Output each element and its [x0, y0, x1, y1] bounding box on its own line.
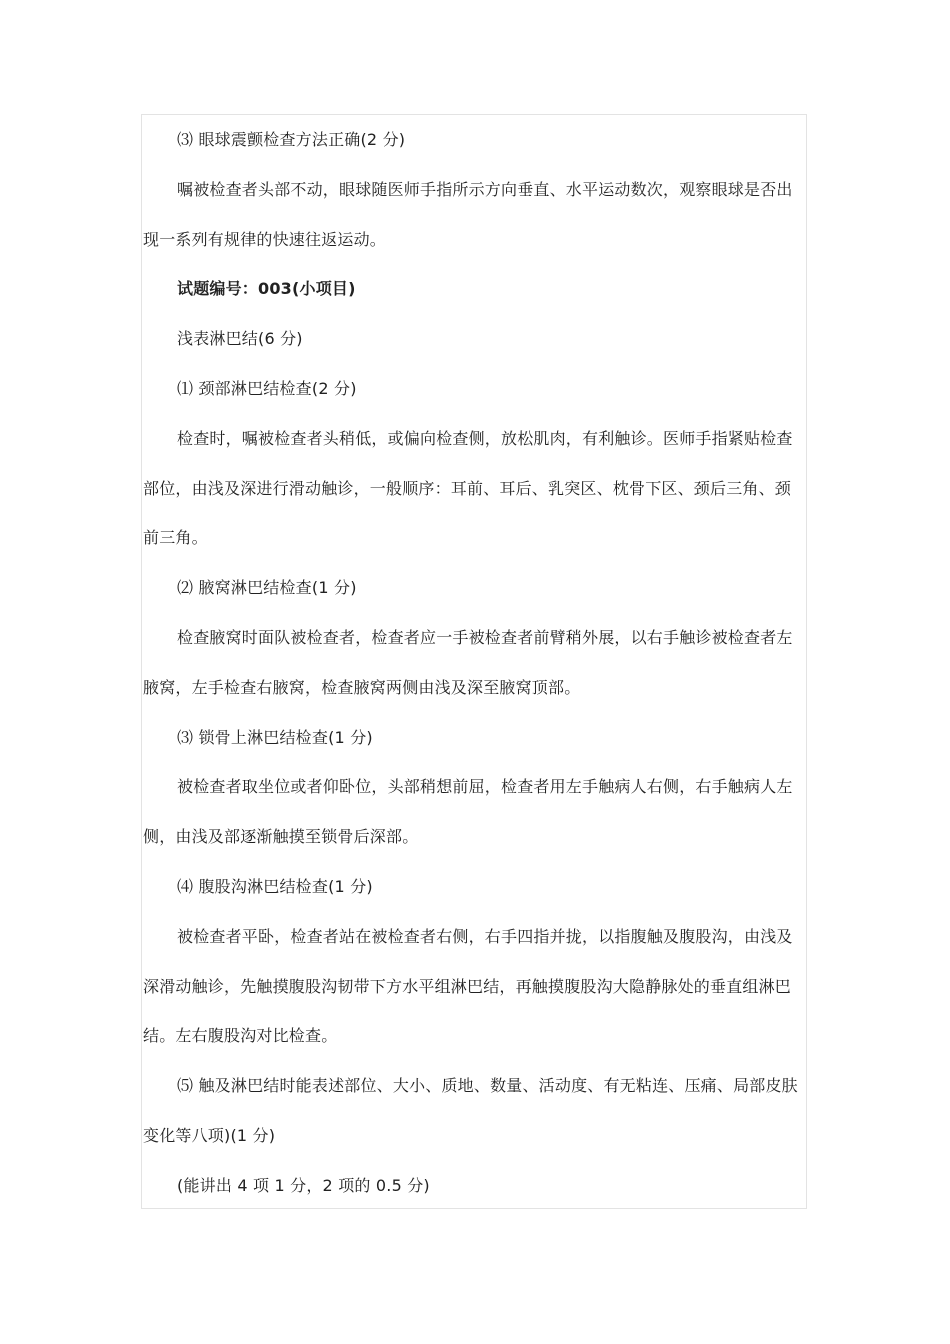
- paragraph-axillary-lymph-method: 检查腋窝时面队被检查者，检查者应一手被检查者前臂稍外展，以右手触诊被检查者左腋窝，左手检查右腋窝，检查腋窝两侧由浅及深至腋窝顶部。: [143, 627, 793, 697]
- paragraph-nystagmus-method: 嘱被检查者头部不动，眼球随医师手指所示方向垂直、水平运动数次，观察眼球是否出现一系列有规律的快速往返运动。: [143, 179, 793, 249]
- item-number-heading: 试题编号：003(小项目): [177, 279, 356, 299]
- document-body: [143, 115, 805, 1211]
- note-scoring: (能讲出 4 项 1 分，2 项的 0.5 分): [177, 1175, 430, 1195]
- paragraph-supraclavicular-method: 被检查者取坐位或者仰卧位，头部稍想前屈，检查者用左手触病人右侧，右手触病人左侧，由浅及部逐渐触摸至锁骨后深部。: [143, 777, 793, 847]
- section-title-lymph-nodes: 浅表淋巴结(6 分): [177, 329, 303, 349]
- paragraph-inguinal-method: 被检查者平卧，检查者站在被检查者右侧，右手四指并拢，以指腹触及腹股沟，由浅及深滑动触诊，先触摸腹股沟韧带下方水平组淋巴结，再触摸腹股沟大隐静脉处的垂直组淋巴结。左右腹股沟对比检查。: [143, 926, 793, 1046]
- subheading-supraclavicular-lymph: ⑶ 锁骨上淋巴结检查(1 分): [177, 727, 373, 747]
- paragraph-neck-lymph-method: 检查时，嘱被检查者头稍低，或偏向检查侧，放松肌肉，有利触诊。医师手指紧贴检查部位，由浅及深进行滑动触诊，一般顺序：耳前、耳后、乳突区、枕骨下区、颈后三角、颈前三角。: [143, 428, 793, 548]
- subheading-inguinal-lymph: ⑷ 腹股沟淋巴结检查(1 分): [177, 876, 373, 896]
- subheading-axillary-lymph: ⑵ 腋窝淋巴结检查(1 分): [177, 578, 357, 598]
- subheading-neck-lymph: ⑴ 颈部淋巴结检查(2 分): [177, 378, 357, 398]
- subheading-description-criteria: ⑸ 触及淋巴结时能表述部位、大小、质地、数量、活动度、有无粘连、压痛、局部皮肤变化等八项)(1 分): [143, 1076, 798, 1145]
- subheading-nystagmus: ⑶ 眼球震颤检查方法正确(2 分): [177, 130, 406, 149]
